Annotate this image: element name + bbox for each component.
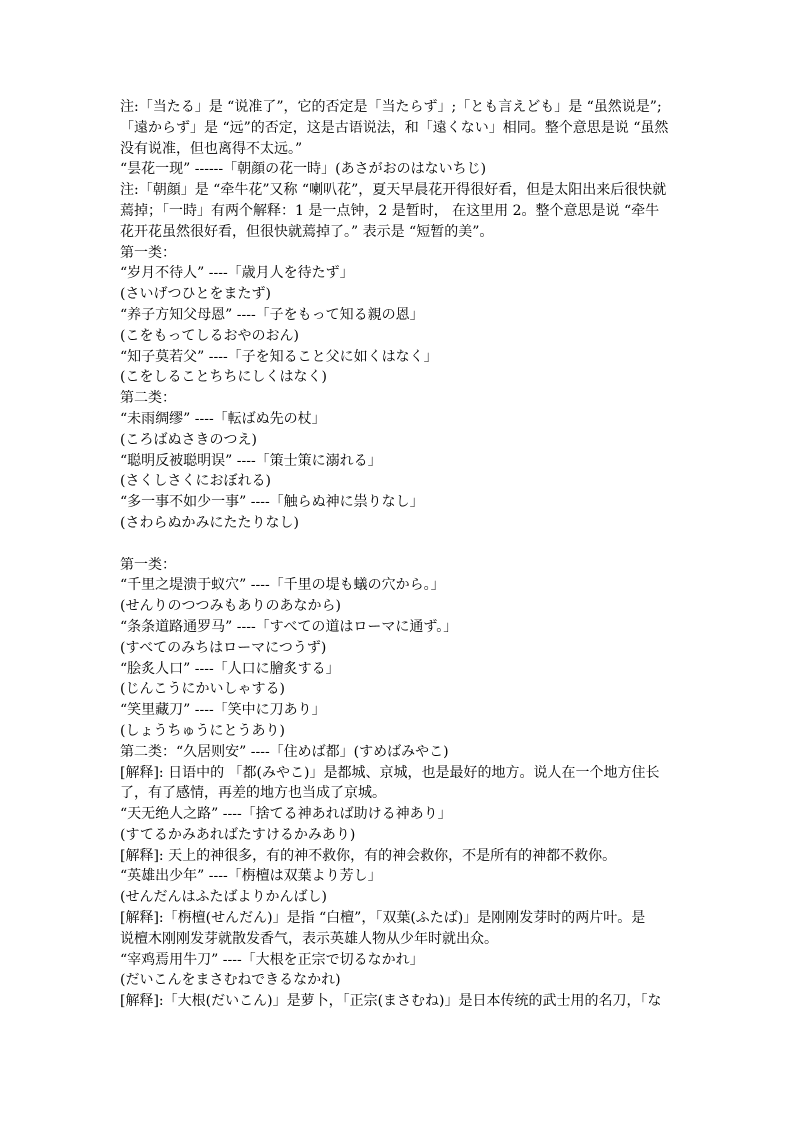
text-line: “英雄出少年” ----「栴檀は双葉より芳し」 xyxy=(120,868,382,885)
text-line: 花开花虽然很好看，但很快就蔫掉了。” 表示是 “短暂的美”。 xyxy=(120,223,494,240)
text-line: 第一类： xyxy=(120,556,176,573)
text-line: 蔫掉；「一時」有两个解释：1 是一点钟，2 是暂时， 在这里用 2。整个意思是说 “牵牛 xyxy=(120,202,660,219)
text-line xyxy=(120,534,680,555)
text-line: “未雨绸缪” ----「転ばぬ先の杖」 xyxy=(120,410,326,427)
text-line: “养子方知父母恩” ----「子をもって知る親の恩」 xyxy=(120,306,424,323)
text-line: (ころばぬさきのつえ) xyxy=(120,431,257,448)
text-line: 第二类： xyxy=(120,390,176,407)
text-line: 「遠からず」是 “远”的否定，这是古语说法，和「遠くない」相同。整个意思是说 “虽然 xyxy=(120,119,669,136)
text-line: (しょうちゅうにとうあり) xyxy=(120,722,285,739)
text-line: “昙花一现” ------「朝顔の花一時」(あさがおのはないちじ) xyxy=(120,161,487,178)
document-page xyxy=(120,97,680,1012)
text-line: “宰鸡焉用牛刀” ----「大根を正宗で切るなかれ」 xyxy=(120,951,424,968)
text-line: 第一类： xyxy=(120,244,176,261)
text-line: (こをしることちちにしくはなく) xyxy=(120,369,327,386)
text-line: [解释]:「栴檀(せんだん)」是指 “白檀”，「双葉(ふたば)」是刚刚发芽时的两片叶。是 xyxy=(120,910,646,927)
text-line: “脍炙人口” ----「人口に膾炙する」 xyxy=(120,660,340,677)
text-line: (さいげつひとをまたず) xyxy=(120,286,271,303)
text-line: [解释]: 天上的神很多，有的神不救你，有的神会救你，不是所有的神都不救你。 xyxy=(120,847,617,864)
text-line: (さくしさくにおぼれる) xyxy=(120,473,271,490)
text-line: (こをもってしるおやのおん) xyxy=(120,327,299,344)
text-line: “笑里藏刀” ----「笑中に刀あり」 xyxy=(120,702,326,719)
text-line: [解释]: 日语中的 「都(みやこ)」是都城、京城，也是最好的地方。说人在一个地方住长 xyxy=(120,764,660,781)
text-line: “岁月不待人” ----「歳月人を待たず」 xyxy=(120,265,354,282)
text-line: (だいこんをまさむねできるなかれ) xyxy=(120,972,341,989)
text-line: “多一事不如少一事” ----「触らぬ神に祟りなし」 xyxy=(120,494,424,511)
text-line: (さわらぬかみにたたりなし) xyxy=(120,514,299,531)
text-line: (せんだんはふたばよりかんばし) xyxy=(120,889,327,906)
text-line: (じんこうにかいしゃする) xyxy=(120,681,285,698)
text-line: “条条道路通罗马” ----「すべての道はローマに通ず。」 xyxy=(120,618,458,635)
text-line: (すべてのみちはローマにつうず) xyxy=(120,639,327,656)
text-line: 了，有了感情，再差的地方也当成了京城。 xyxy=(120,785,386,802)
text-line: (すてるかみあればたすけるかみあり) xyxy=(120,826,356,843)
text-line: 第二类：“久居则安” ----「住めば都」(すめばみやこ) xyxy=(120,743,449,760)
text-line: 说檀木刚刚发芽就散发香气，表示英雄人物从少年时就出众。 xyxy=(120,930,498,947)
text-line: 注:「当たる」是 “说准了”，它的否定是「当たらず」;「とも言えども」是 “虽然说是”; xyxy=(120,99,662,115)
text-line: “知子莫若父” ----「子を知ること父に如くはなく」 xyxy=(120,348,438,365)
text-line: [解释]:「大根(だいこん)」是萝卜，「正宗(まさむね)」是日本传统的武士用的名刀，「な xyxy=(120,993,662,1010)
text-line: 没有说准，但也离得不太远。” xyxy=(120,140,303,157)
text-line: “千里之堤溃于蚁穴” ----「千里の堤も蟻の穴から。」 xyxy=(120,577,445,594)
text-line: “天无绝人之路” ----「捨てる神あれば助ける神あり」 xyxy=(120,806,452,823)
text-line: (せんりのつつみもありのあなから) xyxy=(120,598,341,615)
text-line: 注:「朝顔」是 “牵牛花”又称 “喇叭花”，夏天早晨花开得很好看，但是太阳出来后很快就 xyxy=(120,182,667,199)
text-line: “聪明反被聪明误” ----「策士策に溺れる」 xyxy=(120,452,382,469)
